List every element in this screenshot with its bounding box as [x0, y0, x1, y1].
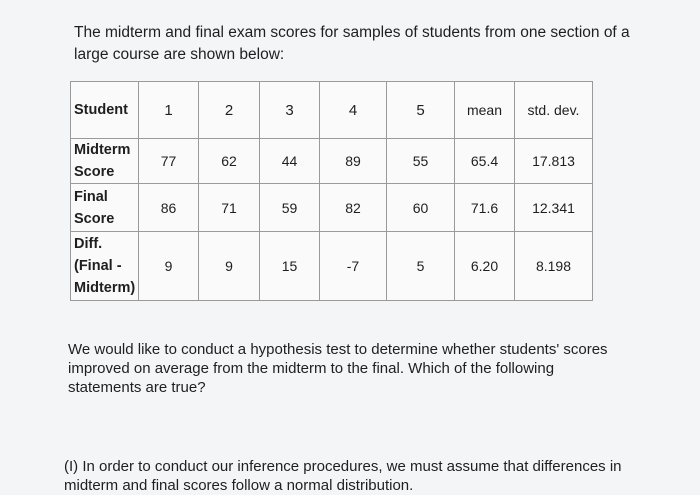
statement-one [64, 457, 664, 495]
header-mean: mean [455, 82, 515, 139]
question-line-2: improved on average from the midterm to the final. Which of the following [68, 360, 555, 377]
table-cell: 89 [320, 139, 387, 184]
table-cell: 17.813 [515, 139, 593, 184]
header-cell: 4 [320, 82, 387, 139]
intro-text [74, 22, 634, 66]
question-line-1: We would like to conduct a hypothesis test to determine whether students' scores [68, 341, 608, 358]
table-cell: 82 [320, 184, 387, 232]
table-cell: 15 [260, 232, 320, 301]
table-cell: 65.4 [455, 139, 515, 184]
header-student: Student [71, 82, 139, 139]
row-label [71, 139, 139, 184]
row-label [71, 184, 139, 232]
row-label [71, 232, 139, 301]
table-cell: 55 [387, 139, 455, 184]
row-label-line: Score [74, 210, 115, 227]
table-cell: 5 [387, 232, 455, 301]
table-cell: 9 [139, 232, 199, 301]
table-cell: 59 [260, 184, 320, 232]
table-cell: 71 [199, 184, 260, 232]
header-cell: 5 [387, 82, 455, 139]
header-cell: 3 [260, 82, 320, 139]
scores-table [70, 81, 593, 301]
intro-line-1: The midterm and final exam scores for samples of students from one section of a [74, 24, 630, 41]
table-cell: 86 [139, 184, 199, 232]
row-label-line: Midterm) [74, 280, 136, 296]
table-cell: 8.198 [515, 232, 593, 301]
table-row [71, 139, 593, 184]
row-label-line: Final [74, 188, 108, 205]
header-stddev: std. dev. [515, 82, 593, 139]
row-label-line: Score [74, 164, 115, 180]
statement-one-line-2: midterm and final scores follow a normal distribution. [64, 477, 414, 494]
table-cell: 6.20 [455, 232, 515, 301]
table-header-row [71, 82, 593, 139]
table-cell: 71.6 [455, 184, 515, 232]
table-cell: -7 [320, 232, 387, 301]
table-cell: 77 [139, 139, 199, 184]
intro-line-2: large course are shown below: [74, 46, 285, 63]
table-cell: 62 [199, 139, 260, 184]
row-label-line: Diff. [74, 236, 103, 252]
statement-one-line-1: (I) In order to conduct our inference procedures, we must assume that differences in [64, 458, 622, 475]
header-cell: 2 [199, 82, 260, 139]
table-cell: 44 [260, 139, 320, 184]
row-label-line: (Final - [74, 258, 122, 274]
header-cell: 1 [139, 82, 199, 139]
question-text [68, 340, 648, 397]
table-cell: 12.341 [515, 184, 593, 232]
table-row [71, 232, 593, 301]
table-cell: 60 [387, 184, 455, 232]
table-row [71, 184, 593, 232]
question-line-3: statements are true? [68, 379, 206, 396]
row-label-line: Midterm [74, 142, 131, 158]
table-cell: 9 [199, 232, 260, 301]
